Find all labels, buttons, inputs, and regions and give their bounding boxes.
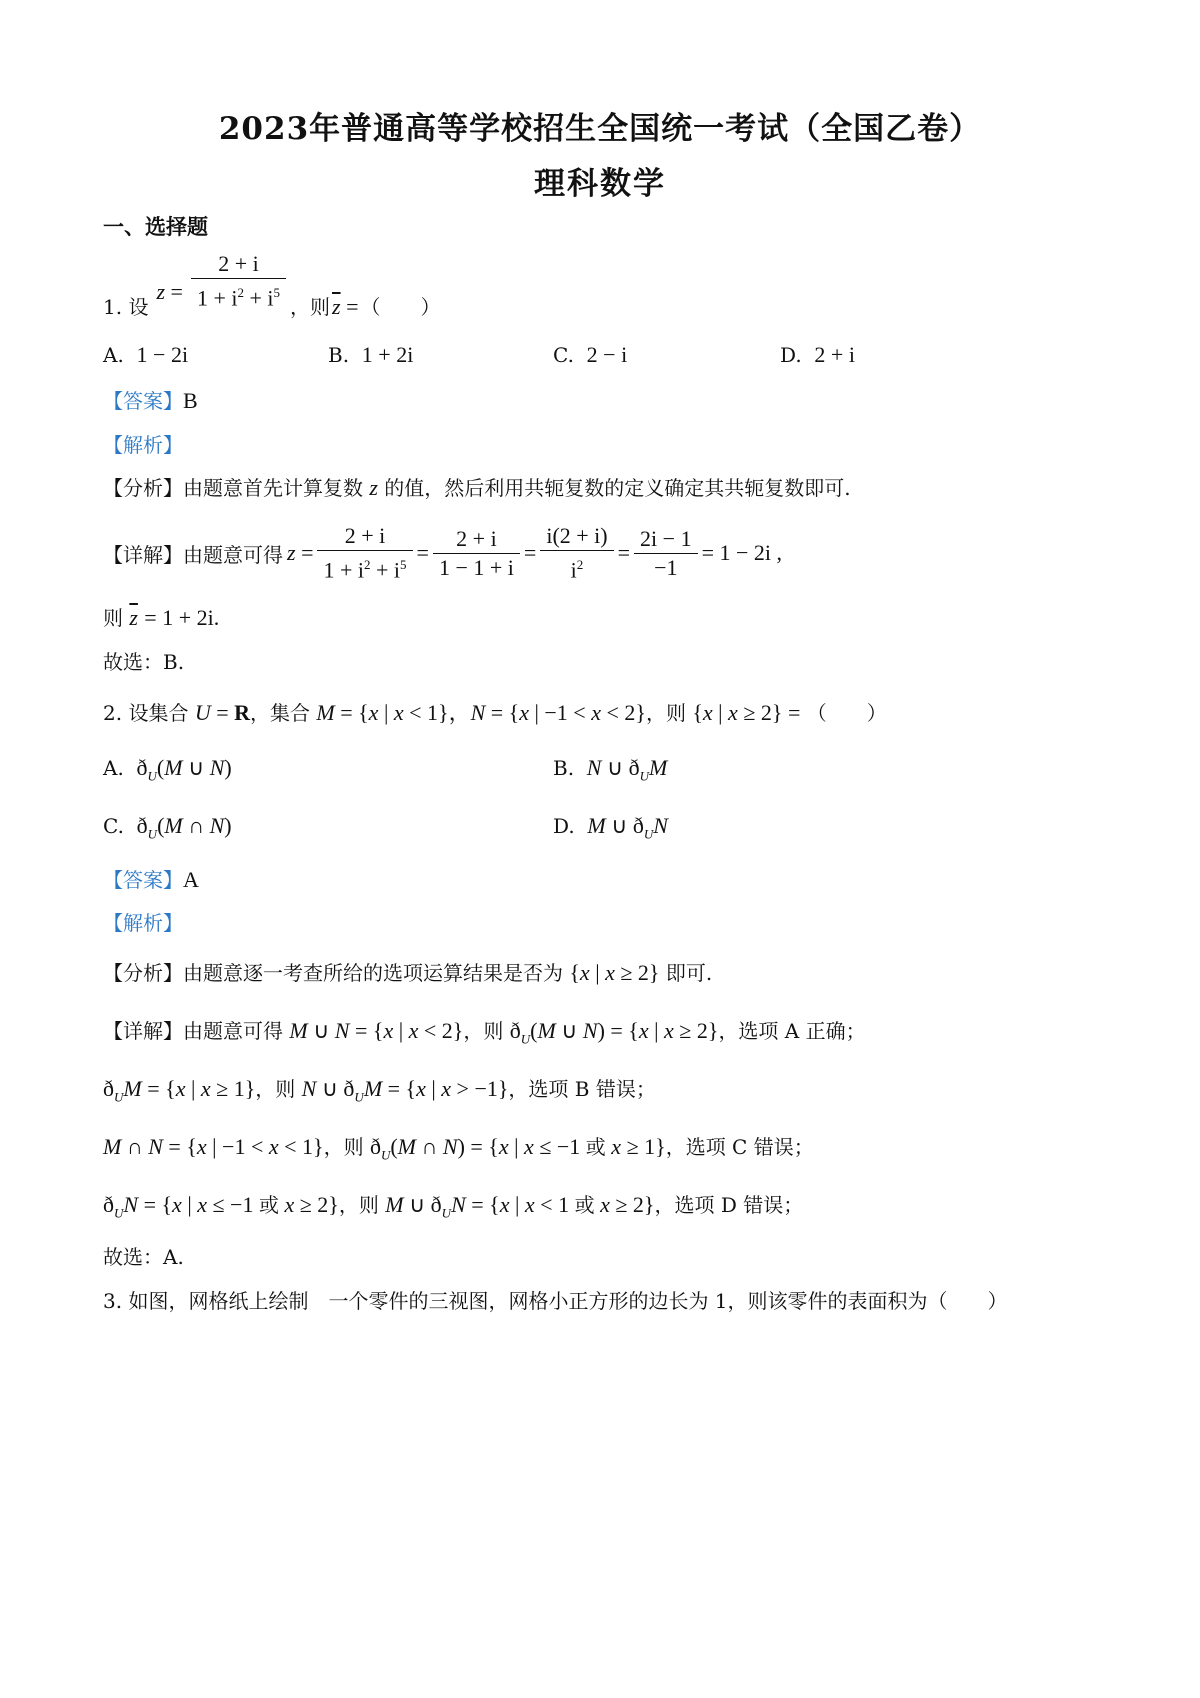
q2-option-a: A. $ð_U(M$ ∪ N) xyxy=(103,755,232,784)
q1-suffix: ，则 xyxy=(290,295,330,319)
question-1: 1. 设 z = $\frac{2 + i}{1 + i^2 + i^5}$ ，则 $\overline{z}$ = （ ） xyxy=(103,250,441,319)
q1-conclusion: 则 $\overline{z} = 1 + 2i$. xyxy=(103,605,220,630)
q1-paren: （ ） xyxy=(360,295,441,319)
question-2: 2. 设集合 U = R，集合 M = {x | x < 1}，N = {x | −1 < x < 2}，则 {x | x ≥ 2} = （ ） xyxy=(103,700,887,725)
q1-fraction: $\frac{2 + i}{1 + i^2 + i^5}$ xyxy=(191,250,286,312)
q1-option-d: D. 2 + i xyxy=(780,342,855,367)
question-3: 3. 如图，网格纸上绘制 一个零件的三视图，网格小正方形的边长为 1，则该零件的表面积为（ ） xyxy=(103,1289,1008,1313)
q1-formula: z = xyxy=(156,279,183,304)
q2-choose: 故选：A. xyxy=(103,1245,184,1269)
q1-option-a: A. 1 − 2i xyxy=(103,342,189,367)
q2-option-b: B. N ∪ $ð_UM$ xyxy=(553,755,668,784)
q1-option-b: B. 1 + 2i xyxy=(328,342,414,367)
q1-answer: 【答案】B xyxy=(103,388,198,413)
q2-detail-line4: $ð_UN = \{x$ | x ≤ −1 或 x ≥ 2}，则 M ∪ $ð_UN = \{x$ | x < 1 或 x ≥ 2}，选项 D 错误； xyxy=(103,1192,804,1221)
q2-option-c: C. $ð_U(M$ ∩ N) xyxy=(103,813,232,842)
q1-fenxi: 【分析】由题意首先计算复数 z 的值，然后利用共轭复数的定义确定其共轭复数即可. xyxy=(103,475,851,500)
q1-option-c: C. 2 − i xyxy=(553,342,628,367)
q1-choose: 故选：B. xyxy=(103,650,185,674)
q1-xiangjie: 【详解】 由题意可得 z = $\frac{2 + i}{1 + i^2 + i^5}$ = $\frac{2 + i}{1 - 1 + i}$ = $\frac{i(2 + i)}{i^2}$ = $\frac{2i - 1}{-1}$ = 1 − 2i , xyxy=(103,522,783,583)
q1-analysis-tag: 【解析】 xyxy=(103,433,183,457)
q2-analysis-tag: 【解析】 xyxy=(103,911,183,935)
page-subtitle: 理科数学 xyxy=(534,166,666,202)
q2-option-d: D. M ∪ $ð_UN$ xyxy=(553,813,668,842)
q2-answer: 【答案】A xyxy=(103,867,199,892)
q1-prefix: 1. 设 xyxy=(103,295,149,319)
section-title: 一、选择题 xyxy=(103,214,208,239)
q2-fenxi: 【分析】由题意逐一考查所给的选项运算结果是否为 {x | x ≥ 2} 即可. xyxy=(103,960,713,985)
page-title: 2023年普通高等学校招生全国统一考试（全国乙卷） xyxy=(218,111,982,147)
q2-detail-line3: M ∩ N = {x | −1 < x < 1}，则 $ð_U(M$ ∩ N) = {x | x ≤ −1 或 x ≥ 1}，选项 C 错误； xyxy=(103,1134,814,1163)
q2-detail-line2: $ð_UM = \{x$ | x ≥ 1}，则 N ∪ $ð_UM = \{x$ | x > −1}，选项 B 错误； xyxy=(103,1076,656,1105)
q2-detail-line1: 【详解】由题意可得 M ∪ N = {x | x < 2}，则 $ð_U(M$ ∪ N) = {x | x ≥ 2}，选项 A 正确； xyxy=(103,1018,866,1047)
